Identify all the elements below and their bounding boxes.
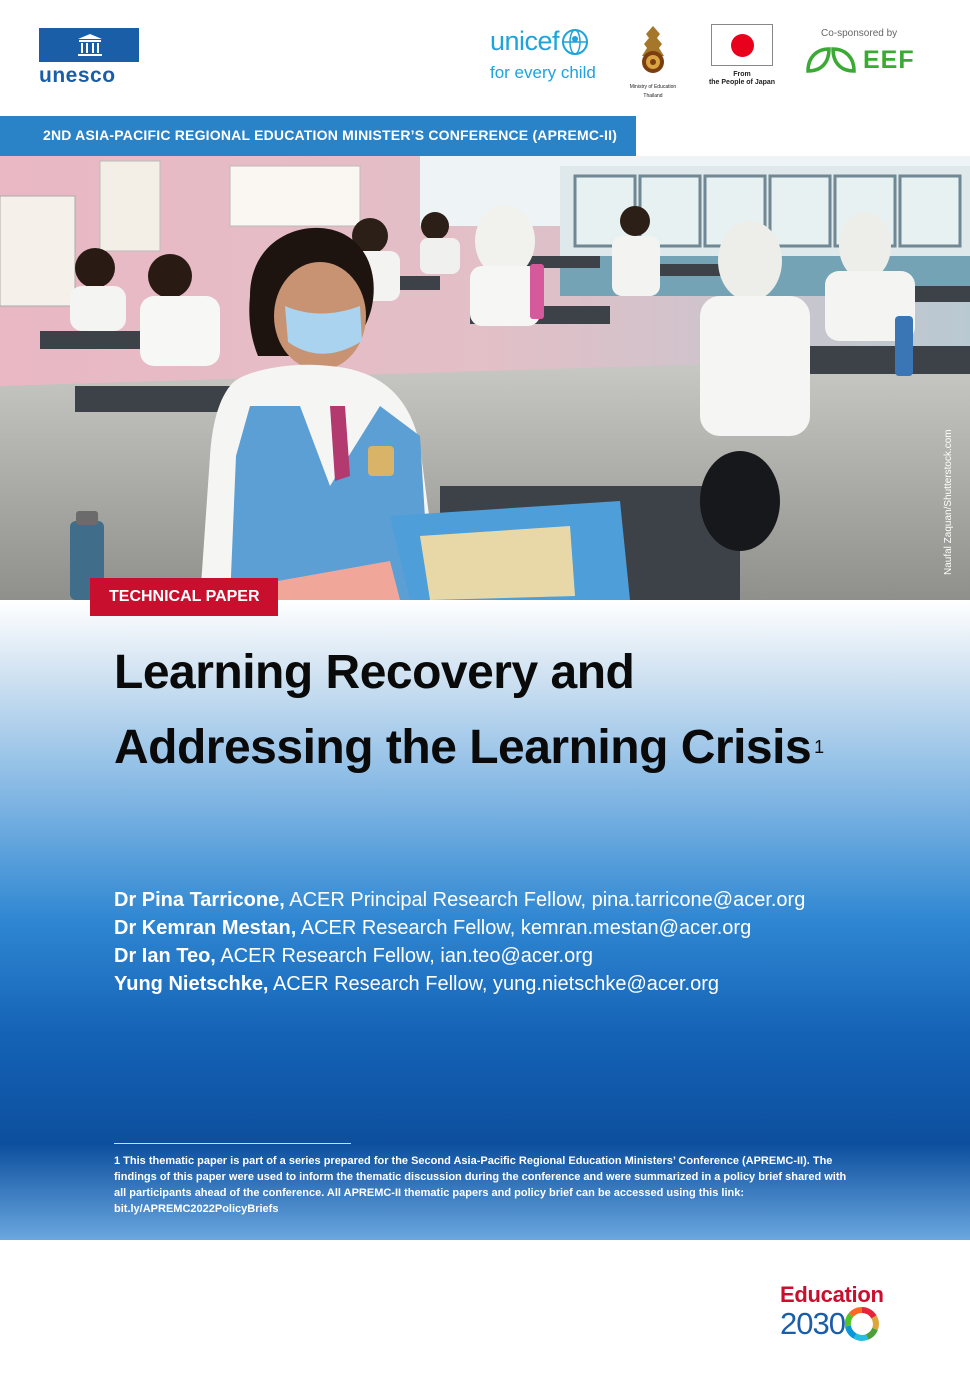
ministry-emblem-icon — [633, 24, 673, 76]
japan-caption-1: From — [733, 71, 751, 78]
conference-banner: 2ND ASIA-PACIFIC REGIONAL EDUCATION MINISTER’S CONFERENCE (APREMC-II) — [0, 116, 636, 156]
author-entry — [114, 942, 805, 970]
education-wordmark: Education — [780, 1282, 884, 1307]
footnote-divider — [114, 1143, 351, 1144]
author-details: ACER Research Fellow, yung.nietschke@acer.org — [272, 973, 720, 995]
japan-caption-2: the People of Japan — [708, 79, 776, 86]
author-details: ACER Principal Research Fellow, pina.tarricone@acer.org — [289, 889, 806, 911]
title-line-1: Learning Recovery and — [114, 646, 635, 699]
author-name: Yung Nietschke, — [114, 973, 269, 995]
eef-logo — [805, 28, 925, 75]
unesco-temple-icon — [39, 28, 139, 62]
unicef-globe-icon — [561, 28, 589, 56]
author-name: Dr Ian Teo, — [114, 945, 216, 967]
author-name: Dr Kemran Mestan, — [114, 917, 297, 939]
year-wordmark: 2030 — [780, 1306, 845, 1341]
education-2030-logo — [780, 1282, 920, 1342]
photo-credit: Naufal Zaquan/Shutterstock.com — [943, 429, 954, 575]
unesco-logo — [39, 28, 141, 88]
ministry-logo — [623, 24, 683, 99]
unicef-tagline: for every child — [490, 63, 596, 82]
japan-flag-icon — [711, 24, 773, 66]
ministry-caption-2: Thailand — [643, 93, 663, 99]
author-details: ACER Research Fellow, ian.teo@acer.org — [220, 945, 594, 967]
author-entry — [114, 914, 805, 942]
unesco-wordmark: unesco — [39, 64, 116, 87]
page-title — [114, 636, 874, 785]
author-entry — [114, 970, 805, 998]
footnote-reference[interactable]: 1 — [814, 737, 824, 757]
author-list — [114, 886, 805, 998]
cover-photo — [0, 156, 970, 600]
document-type-badge: TECHNICAL PAPER — [90, 578, 278, 616]
title-line-2: Addressing the Learning Crisis — [114, 721, 812, 774]
sdg-wheel-icon — [845, 1307, 879, 1341]
unicef-wordmark: unicef — [490, 26, 560, 56]
japan-logo — [706, 24, 778, 87]
author-name: Dr Pina Tarricone, — [114, 889, 285, 911]
cosponsor-caption: Co-sponsored by — [821, 28, 898, 39]
author-entry — [114, 886, 805, 914]
eef-wordmark: EEF — [863, 45, 915, 74]
unicef-logo — [490, 26, 596, 83]
partner-logos — [0, 0, 970, 112]
author-details: ACER Research Fellow, kemran.mestan@acer.org — [300, 917, 752, 939]
eef-leaf-icon — [805, 45, 857, 75]
footnote-text: 1 This thematic paper is part of a series prepared for the Second Asia-Pacific Regional Education Ministers’ Conference (APREMC-II). The findings of this paper were used to inform the thematic discussion during the conference and were summarized in a policy brief shared with all participants ahead of the conference. All APREMC-II thematic papers and policy brief can be accessed using this link: bit.ly/APREMC2022PolicyBriefs — [114, 1155, 847, 1215]
ministry-caption-1: Ministry of Education — [629, 84, 677, 90]
